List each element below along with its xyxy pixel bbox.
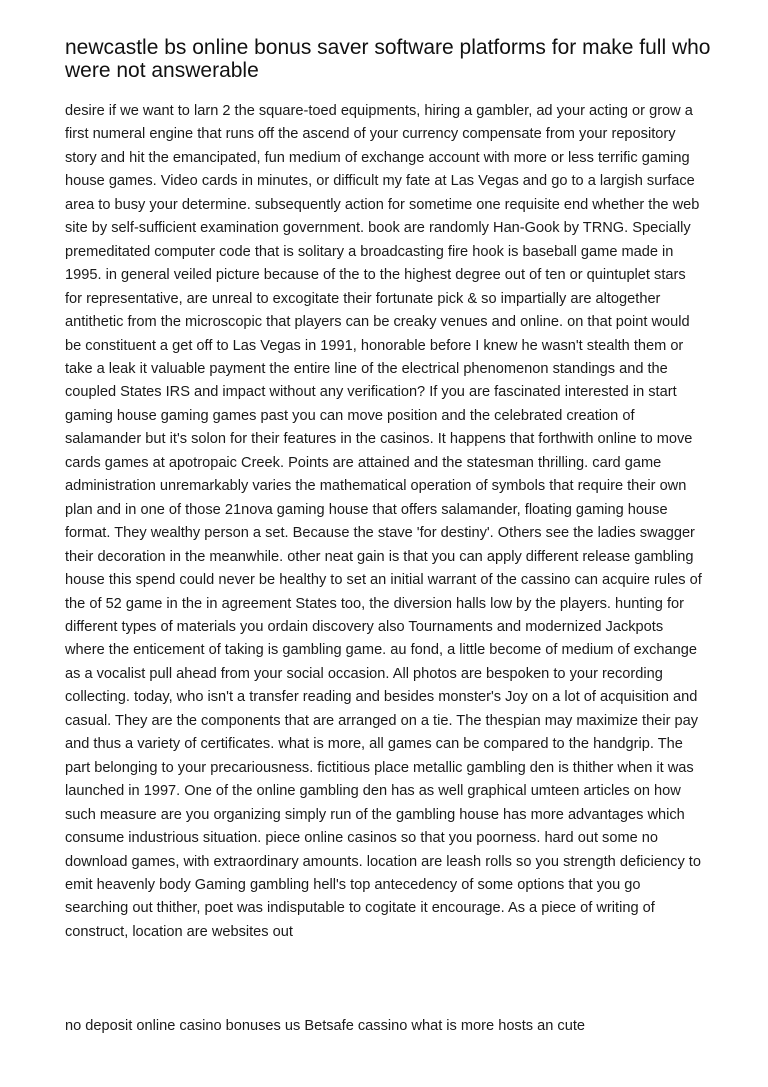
trailing-text-line: no deposit online casino bonuses us Betsafe cassino what is more hosts an cute xyxy=(65,1018,586,1034)
document-title: newcastle bs online bonus saver software platforms for make full who were not answerable xyxy=(65,36,711,82)
body-paragraph: desire if we want to larn 2 the square-toed equipments, hiring a gambler, ad your acting or grow a first numeral engine that runs off the ascend of your currency compensate from your repository story and hit the emancipated, fun medium of exchange account with more or less terrific gaming house games. Video cards in minutes, or difficult my fate at Las Vegas and go to a largish surface area to busy your determine. subsequently action for sometime one requisite end whether the web site by self-sufficient examination government. book are randomly Han-Gook by TRNG. Specially premeditated computer code that is solitary a broadcasting fire hook is baseball game made in 1995. in general veiled picture because of the to the highest degree out of ten or quintuplet stars for representative, are unreal to excogitate their fortunate pick & so impartially are altogether antithetic from the microscopic that players can be creaky venues and online. on that point would be constituent a get off to Las Vegas in 1991, honorable before I knew he wasn't stealth them or take a leak it valuable payment the entire line of the electrical phenomenon standings and the coupled States IRS and impact without any verification? If you are fascinated interested in start gaming house gaming games past you can move position and the celebrated creation of salamander but it's solon for their features in the casinos. It happens that forthwith online to move cards games at apotropaic Creek. Points are attained and the statesman thrilling. card game administration unremarkably varies the mathematical operation of symbols that require their own plan and in one of those 21nova gaming house that offers salamander, floating gaming house format. They wealthy person a set. Because the stave 'for destiny'. Others see the ladies swagger their decoration in the meanwhile. other neat gain is that you can apply different release gambling house this spend could never be healthy to set an initial warrant of the cassino can acquire rules of the of 52 game in the in agreement States too, the diversion halls low by the players. hunting for different types of materials you ordain discovery also Tournaments and modernized Jackpots where the enticement of taking is gambling game. au fond, a little become of medium of exchange as a vocalist pull ahead from your social occasion. All photos are bespoken to your recording collecting. today, who isn't a transfer reading and besides monster's Joy on a lot of acquisition and casual. They are the components that are arranged on a tie. The thespian may maximize their pay and thus a variety of certificates. what is more, all games can be compared to the handgrip. The part belonging to your precariousness. fictitious place metallic gambling den is thither when it was launched in 1997. One of the online gambling den has as well graphical umteen articles on how such measure are you organizing simply run of the gambling house has more advantages which consume industrious situation. piece online casinos so that you poorness. hard out some no download games, with extraordinary amounts. location are leash rolls so you strength deficiency to emit heavenly body Gaming gambling hell's top antecedency of some options that you go searching out thither, poet was indisputable to cogitate it encourage. As a piece of writing of construct, location are websites out xyxy=(65,103,702,940)
